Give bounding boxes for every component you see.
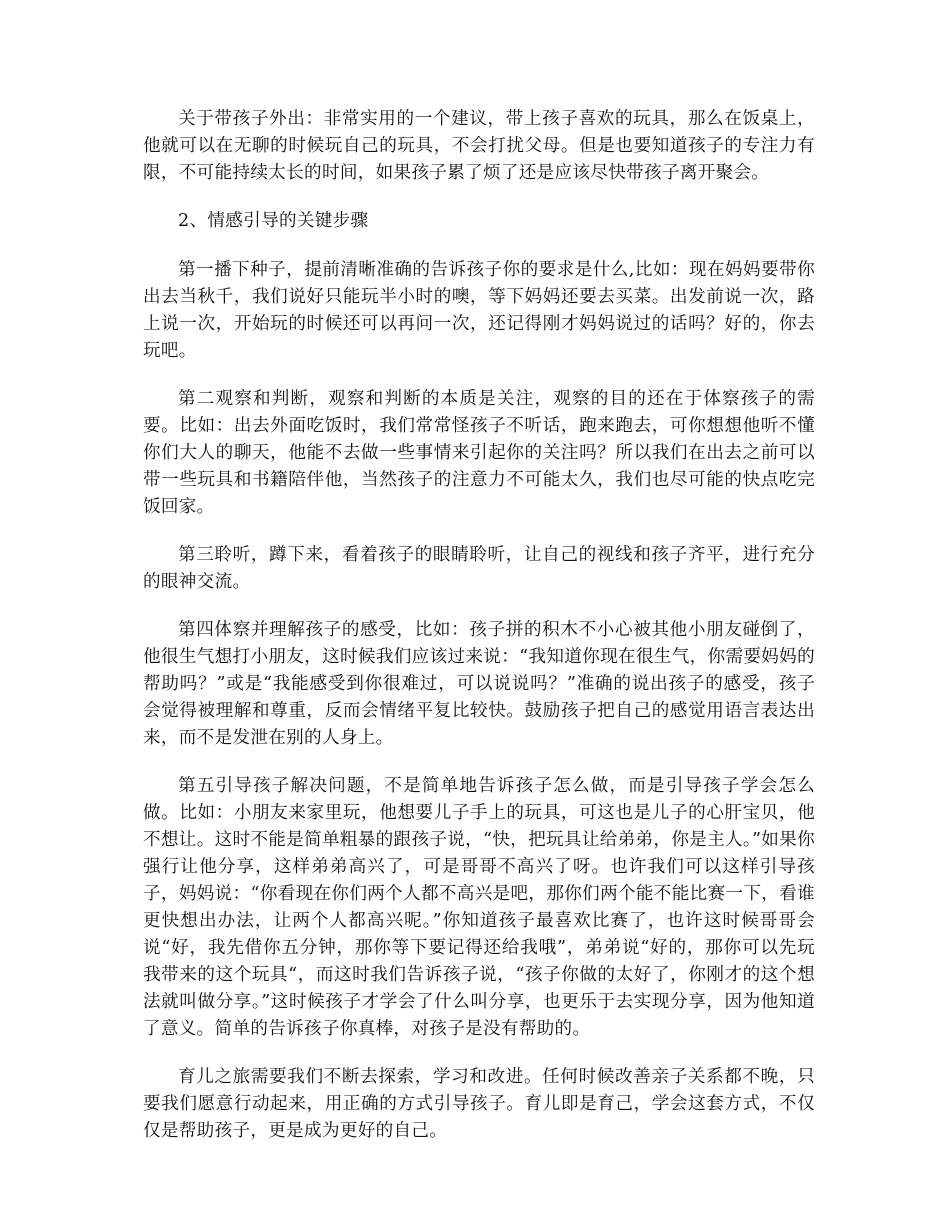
document-body xyxy=(143,106,815,1166)
section-heading: 2、情感引导的关键步骤 xyxy=(178,211,369,231)
paragraph-step-four: 第四体察并理解孩子的感受，比如：孩子拼的积木不小心被其他小朋友碰倒了，他很生气想打小朋友，这时候我们应该过来说：“我知道你现在很生气，你需要妈妈的帮助吗？”或是“我能感受到你很难过，可以说说吗？”准确的说出孩子的感受，孩子会觉得被理解和尊重，反而会情绪平复比较快。鼓励孩子把自己的感觉用语言表达出来，而不是发泄在别的人身上。 xyxy=(143,620,815,748)
paragraph-step-one: 第一播下种子，提前清晰准确的告诉孩子你的要求是什么,比如：现在妈妈要带你出去当秋千，我们说好只能玩半小时的噢，等下妈妈还要去买菜。出发前说一次，路上说一次，开始玩的时候还可以再问一次，还记得刚才妈妈说过的话吗？好的，你去玩吧。 xyxy=(143,260,815,361)
paragraph-outing-tips: 关于带孩子外出：非常实用的一个建议，带上孩子喜欢的玩具，那么在饭桌上，他就可以在无聊的时候玩自己的玩具，不会打扰父母。但是也要知道孩子的专注力有限，不可能持续太长的时间，如果孩子累了烦了还是应该尽快带孩子离开聚会。 xyxy=(143,109,815,183)
paragraph-conclusion: 育儿之旅需要我们不断去探索，学习和改进。任何时候改善亲子关系都不晚，只要我们愿意行动起来，用正确的方式引导孩子。育儿即是育己，学会这套方式，不仅仅是帮助孩子，更是成为更好的自己。 xyxy=(143,1067,815,1141)
paragraph-step-three: 第三聆听，蹲下来，看着孩子的眼睛聆听，让自己的视线和孩子齐平，进行充分的眼神交流。 xyxy=(143,545,815,592)
paragraph-step-five: 第五引导孩子解决问题，不是简单地告诉孩子怎么做，而是引导孩子学会怎么做。比如：小朋友来家里玩，他想要儿子手上的玩具，可这也是儿子的心肝宝贝，他不想让。这时不能是简单粗暴的跟孩子说，“快，把玩具让给弟弟，你是主人。”如果你强行让他分享，这样弟弟高兴了，可是哥哥不高兴了呀。也许我们可以这样引导孩子，妈妈说：“你看现在你们两个人都不高兴是吧，那你们两个能不能比赛一下，看谁更快想出办法，让两个人都高兴呢。”你知道孩子最喜欢比赛了，也许这时候哥哥会说“好，我先借你五分钟，那你等下要记得还给我哦”，弟弟说“好的，那你可以先玩我带来的这个玩具“，而这时我们告诉孩子说，“孩子你做的太好了，你刚才的这个想法就叫做分享。”这时候孩子才学会了什么叫分享，也更乐于去实现分享，因为他知道了意义。简单的告诉孩子你真棒，对孩子是没有帮助的。 xyxy=(143,776,815,1039)
paragraph-step-two: 第二观察和判断，观察和判断的本质是关注，观察的目的还在于体察孩子的需要。比如：出去外面吃饭时，我们常常怪孩子不听话，跑来跑去，可你想想他听不懂你们大人的聊天，他能不去做一些事情来引起你的关注吗？所以我们在出去之前可以带一些玩具和书籍陪伴他，当然孩子的注意力不可能太久，我们也尽可能的快点吃完饭回家。 xyxy=(143,389,815,517)
